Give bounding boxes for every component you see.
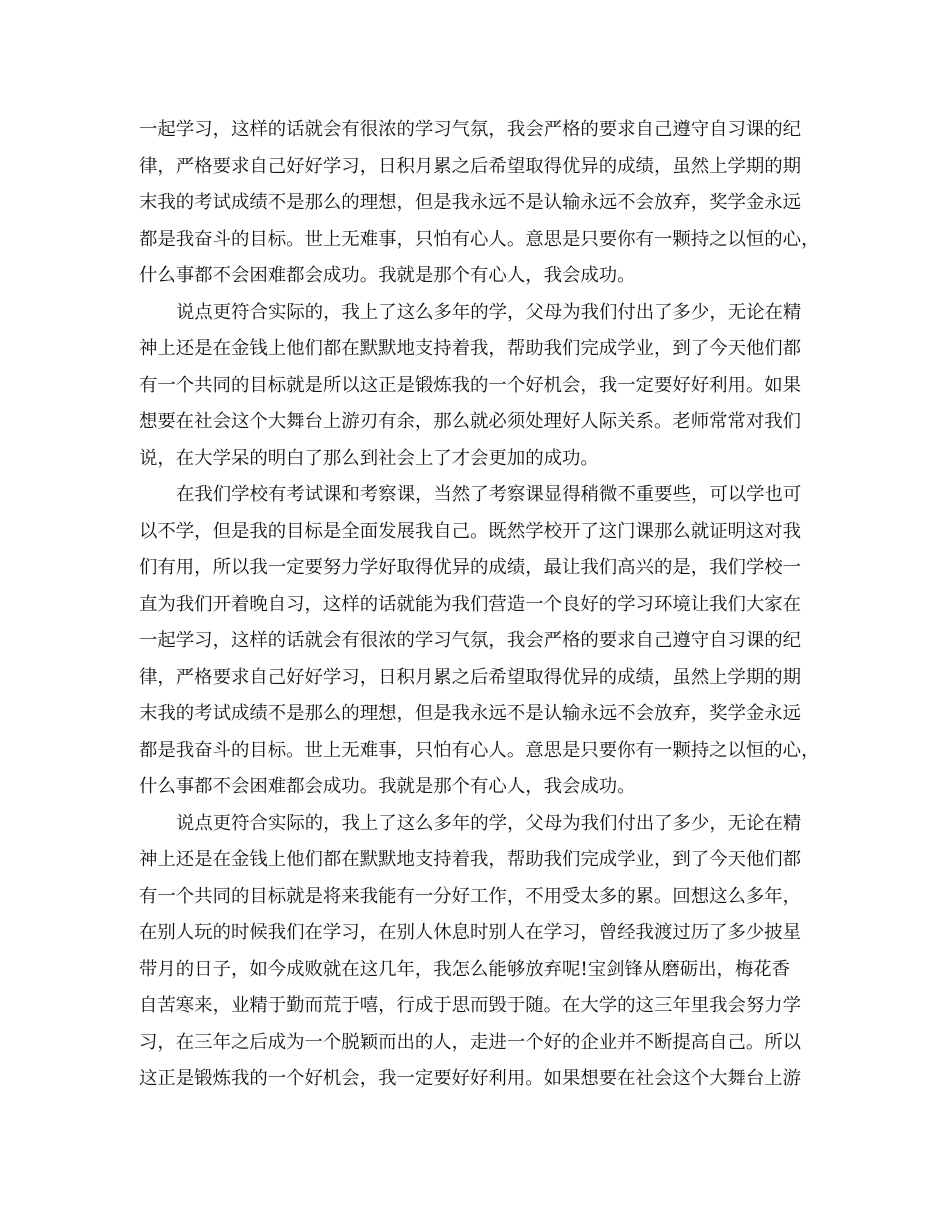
paragraph-first-line: 在我们学校有考试课和考察课，当然了考察课显得稍微不重要些，可以学也可 — [176, 484, 802, 505]
text-line: 说，在大学呆的明白了那么到社会上了才会更加的成功。 — [139, 447, 599, 469]
text-line: 习，在三年之后成为一个脱颖而出的人，走进一个好的企业并不断提高自己。所以 — [139, 1031, 802, 1053]
text-line: 在别人玩的时候我们在学习，在别人休息时别人在学习，曾经我渡过历了多少披星 — [139, 922, 802, 943]
text-line: 一起学习，这样的话就会有很浓的学习气氛，我会严格的要求自己遵守自习课的纪 — [139, 630, 802, 651]
paragraph-first-line: 说点更符合实际的，我上了这么多年的学，父母为我们付出了多少，无论在精 — [176, 812, 802, 834]
text-line: 末我的考试成绩不是那么的理想，但是我永远不是认输永远不会放弃，奖学金永远 — [139, 192, 802, 213]
text-line: 律，严格要求自己好好学习，日积月累之后希望取得优异的成绩，虽然上学期的期 — [139, 155, 802, 177]
text-line: 们有用，所以我一定要努力学好取得优异的成绩，最让我们高兴的是，我们学校一 — [139, 557, 802, 578]
text-line: 以不学，但是我的目标是全面发展我自己。既然学校开了这门课那么就证明这对我 — [139, 520, 802, 542]
text-line: 什么事都不会困难都会成功。我就是那个有心人，我会成功。 — [139, 776, 636, 797]
text-line: 想要在社会这个大舞台上游刃有余，那么就必须处理好人际关系。老师常常对我们 — [139, 411, 802, 432]
text-line: 神上还是在金钱上他们都在默默地支持着我，帮助我们完成学业，到了今天他们都 — [139, 338, 802, 359]
text-line: 带月的日子，如今成败就在这几年，我怎么能够放弃呢!宝剑锋从磨砺出，梅花香 — [139, 958, 791, 980]
text-line: 一起学习，这样的话就会有很浓的学习气氛，我会严格的要求自己遵守自习课的纪 — [139, 119, 802, 140]
text-line: 自苦寒来，业精于勤而荒于嘻，行成于思而毁于随。在大学的这三年里我会努力学 — [139, 995, 802, 1016]
text-line: 都是我奋斗的目标。世上无难事，只怕有心人。意思是只要你有一颗持之以恒的心， — [139, 228, 820, 250]
text-line: 这正是锻炼我的一个好机会，我一定要好好利用。如果想要在社会这个大舞台上游 — [139, 1068, 802, 1089]
text-line: 末我的考试成绩不是那么的理想，但是我永远不是认输永远不会放弃，奖学金永远 — [139, 703, 802, 724]
text-line: 有一个共同的目标就是所以这正是锻炼我的一个好机会，我一定要好好利用。如果 — [139, 374, 802, 396]
text-line: 神上还是在金钱上他们都在默默地支持着我，帮助我们完成学业，到了今天他们都 — [139, 849, 802, 870]
text-line: 有一个共同的目标就是将来我能有一分好工作，不用受太多的累。回想这么多年， — [139, 885, 802, 907]
text-line: 什么事都不会困难都会成功。我就是那个有心人，我会成功。 — [139, 265, 636, 286]
body-text — [139, 112, 829, 1098]
text-line: 直为我们开着晚自习，这样的话就能为我们营造一个良好的学习环境让我们大家在 — [139, 593, 802, 615]
paragraph-first-line: 说点更符合实际的，我上了这么多年的学，父母为我们付出了多少，无论在精 — [176, 301, 802, 323]
text-line: 律，严格要求自己好好学习，日积月累之后希望取得优异的成绩，虽然上学期的期 — [139, 666, 802, 688]
text-line: 都是我奋斗的目标。世上无难事，只怕有心人。意思是只要你有一颗持之以恒的心， — [139, 739, 820, 761]
